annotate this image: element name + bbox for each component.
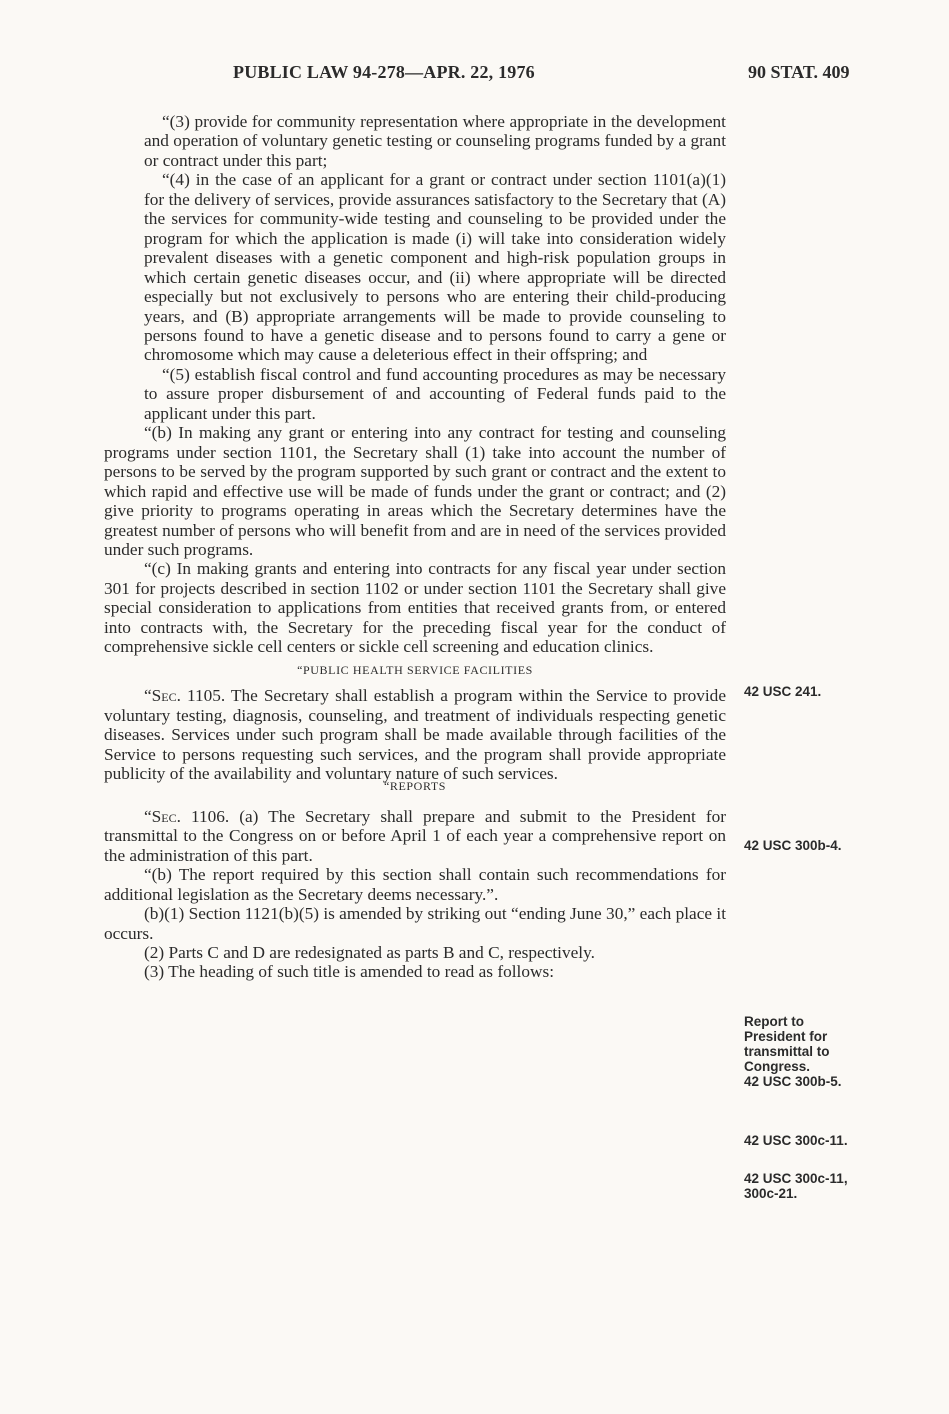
page-header-title: PUBLIC LAW 94-278—APR. 22, 1976 xyxy=(233,62,535,82)
margin-note-300b-4-text: 42 USC 300b-4. xyxy=(744,838,842,853)
margin-note-300c-21 xyxy=(744,1171,924,1201)
paragraph-b: “(b) In making any grant or entering into any contract for testing and counseling programs under section 1101, the Secretary shall (1) take into account the number of persons to be served by the program supported by such grant or contract and the extent to which rapid and effective use will be made of funds under the grant or contract; and (2) give priority to programs operating in areas which the Secretary determines have the greatest number of persons who will benefit from and are in need of the services provided under such programs. xyxy=(104,423,726,559)
paragraph-5: “(5) establish fiscal control and fund accounting procedures as may be necessary to assure proper disbursement of and accounting of Federal funds paid to the applicant under this part. xyxy=(144,364,726,423)
margin-note-report-line5: 42 USC 300b-5. xyxy=(744,1074,842,1089)
margin-note-300b-4 xyxy=(744,838,924,853)
section-1106-text: 1106. (a) The Secretary shall prepare and submit to the President for transmittal to the Congress on or before April 1 of each year a comprehensive report on the administration of this part. xyxy=(104,806,726,865)
paragraph-4: “(4) in the case of an applicant for a grant or contract under section 1101(a)(1) for the delivery of services, provide assurances satisfactory to the Secretary that (A) the services for community-wide testing and counseling to be provided under the program for which the application is made (i) will take into consideration widely prevalent diseases with a genetic component and high-risk population groups in which certain genetic diseases occur, and (ii) where appropriate will be directed especially but not exclusively to persons who are entering their child-producing years, and (B) appropriate arrangements will be made to provide counseling to persons found to have a genetic disease and to persons found to carry a gene or chromosome which may cause a deleterious effect in their offspring; and xyxy=(144,170,726,365)
margin-note-241 xyxy=(744,684,924,699)
margin-note-report-line1: Report to xyxy=(744,1014,804,1029)
section-1105-text: 1105. The Secretary shall establish a program within the Service to provide voluntary testing, diagnosis, counseling, and treatment of individuals respecting genetic diseases. Services under such program shall be made available through facilities of the Service to persons requesting such services, and the program shall provide appropriate publicity of the availability and voluntary nature of such services. xyxy=(104,686,726,783)
margin-note-report-line4: Congress. xyxy=(744,1059,811,1074)
margin-note-report-line2: President for xyxy=(744,1029,828,1044)
margin-note-report xyxy=(744,1014,924,1089)
heading-reports: “REPORTS xyxy=(383,779,447,794)
heading-public-health: “PUBLIC HEALTH SERVICE FACILITIES xyxy=(297,662,533,677)
paragraph-3: “(3) provide for community representation where appropriate in the development and operation of voluntary genetic testing or counseling programs funded by a grant or contract under this part; xyxy=(144,112,726,170)
amendment-1: (b)(1) Section 1121(b)(5) is amended by striking out “ending June 30,” each place it occurs. xyxy=(104,904,726,943)
margin-note-241-text: 42 USC 241. xyxy=(744,684,822,699)
section-1106 xyxy=(104,807,726,865)
margin-note-300c-21-line1: 42 USC 300c-11, xyxy=(744,1171,848,1186)
page-header-stat: 90 STAT. 409 xyxy=(748,62,850,82)
amendment-2: (2) Parts C and D are redesignated as parts B and C, respectively. xyxy=(144,943,595,963)
section-1106-lead: “Sec. xyxy=(144,806,181,826)
section-1105 xyxy=(104,686,726,783)
margin-note-300c-11-text: 42 USC 300c-11. xyxy=(744,1133,848,1148)
margin-note-report-line3: transmittal to xyxy=(744,1044,830,1059)
amendment-3: (3) The heading of such title is amended to read as follows: xyxy=(144,962,554,982)
section-1105-lead: “Sec. xyxy=(144,686,181,706)
paragraph-report-b: “(b) The report required by this section shall contain such recommendations for additional legislation as the Secretary deems necessary.”. xyxy=(104,865,726,904)
margin-note-300c-21-line2: 300c-21. xyxy=(744,1186,798,1201)
margin-note-300c-11 xyxy=(744,1133,924,1148)
body-text xyxy=(104,112,726,982)
paragraph-c: “(c) In making grants and entering into contracts for any fiscal year under section 301 for projects described in section 1102 or under section 1101 the Secretary shall give special consideration to applications from entities that received grants from, or entered into contracts with, the Secretary for the preceding fiscal year for the conduct of comprehensive sickle cell centers or sickle cell screening and education clinics. xyxy=(104,559,726,657)
